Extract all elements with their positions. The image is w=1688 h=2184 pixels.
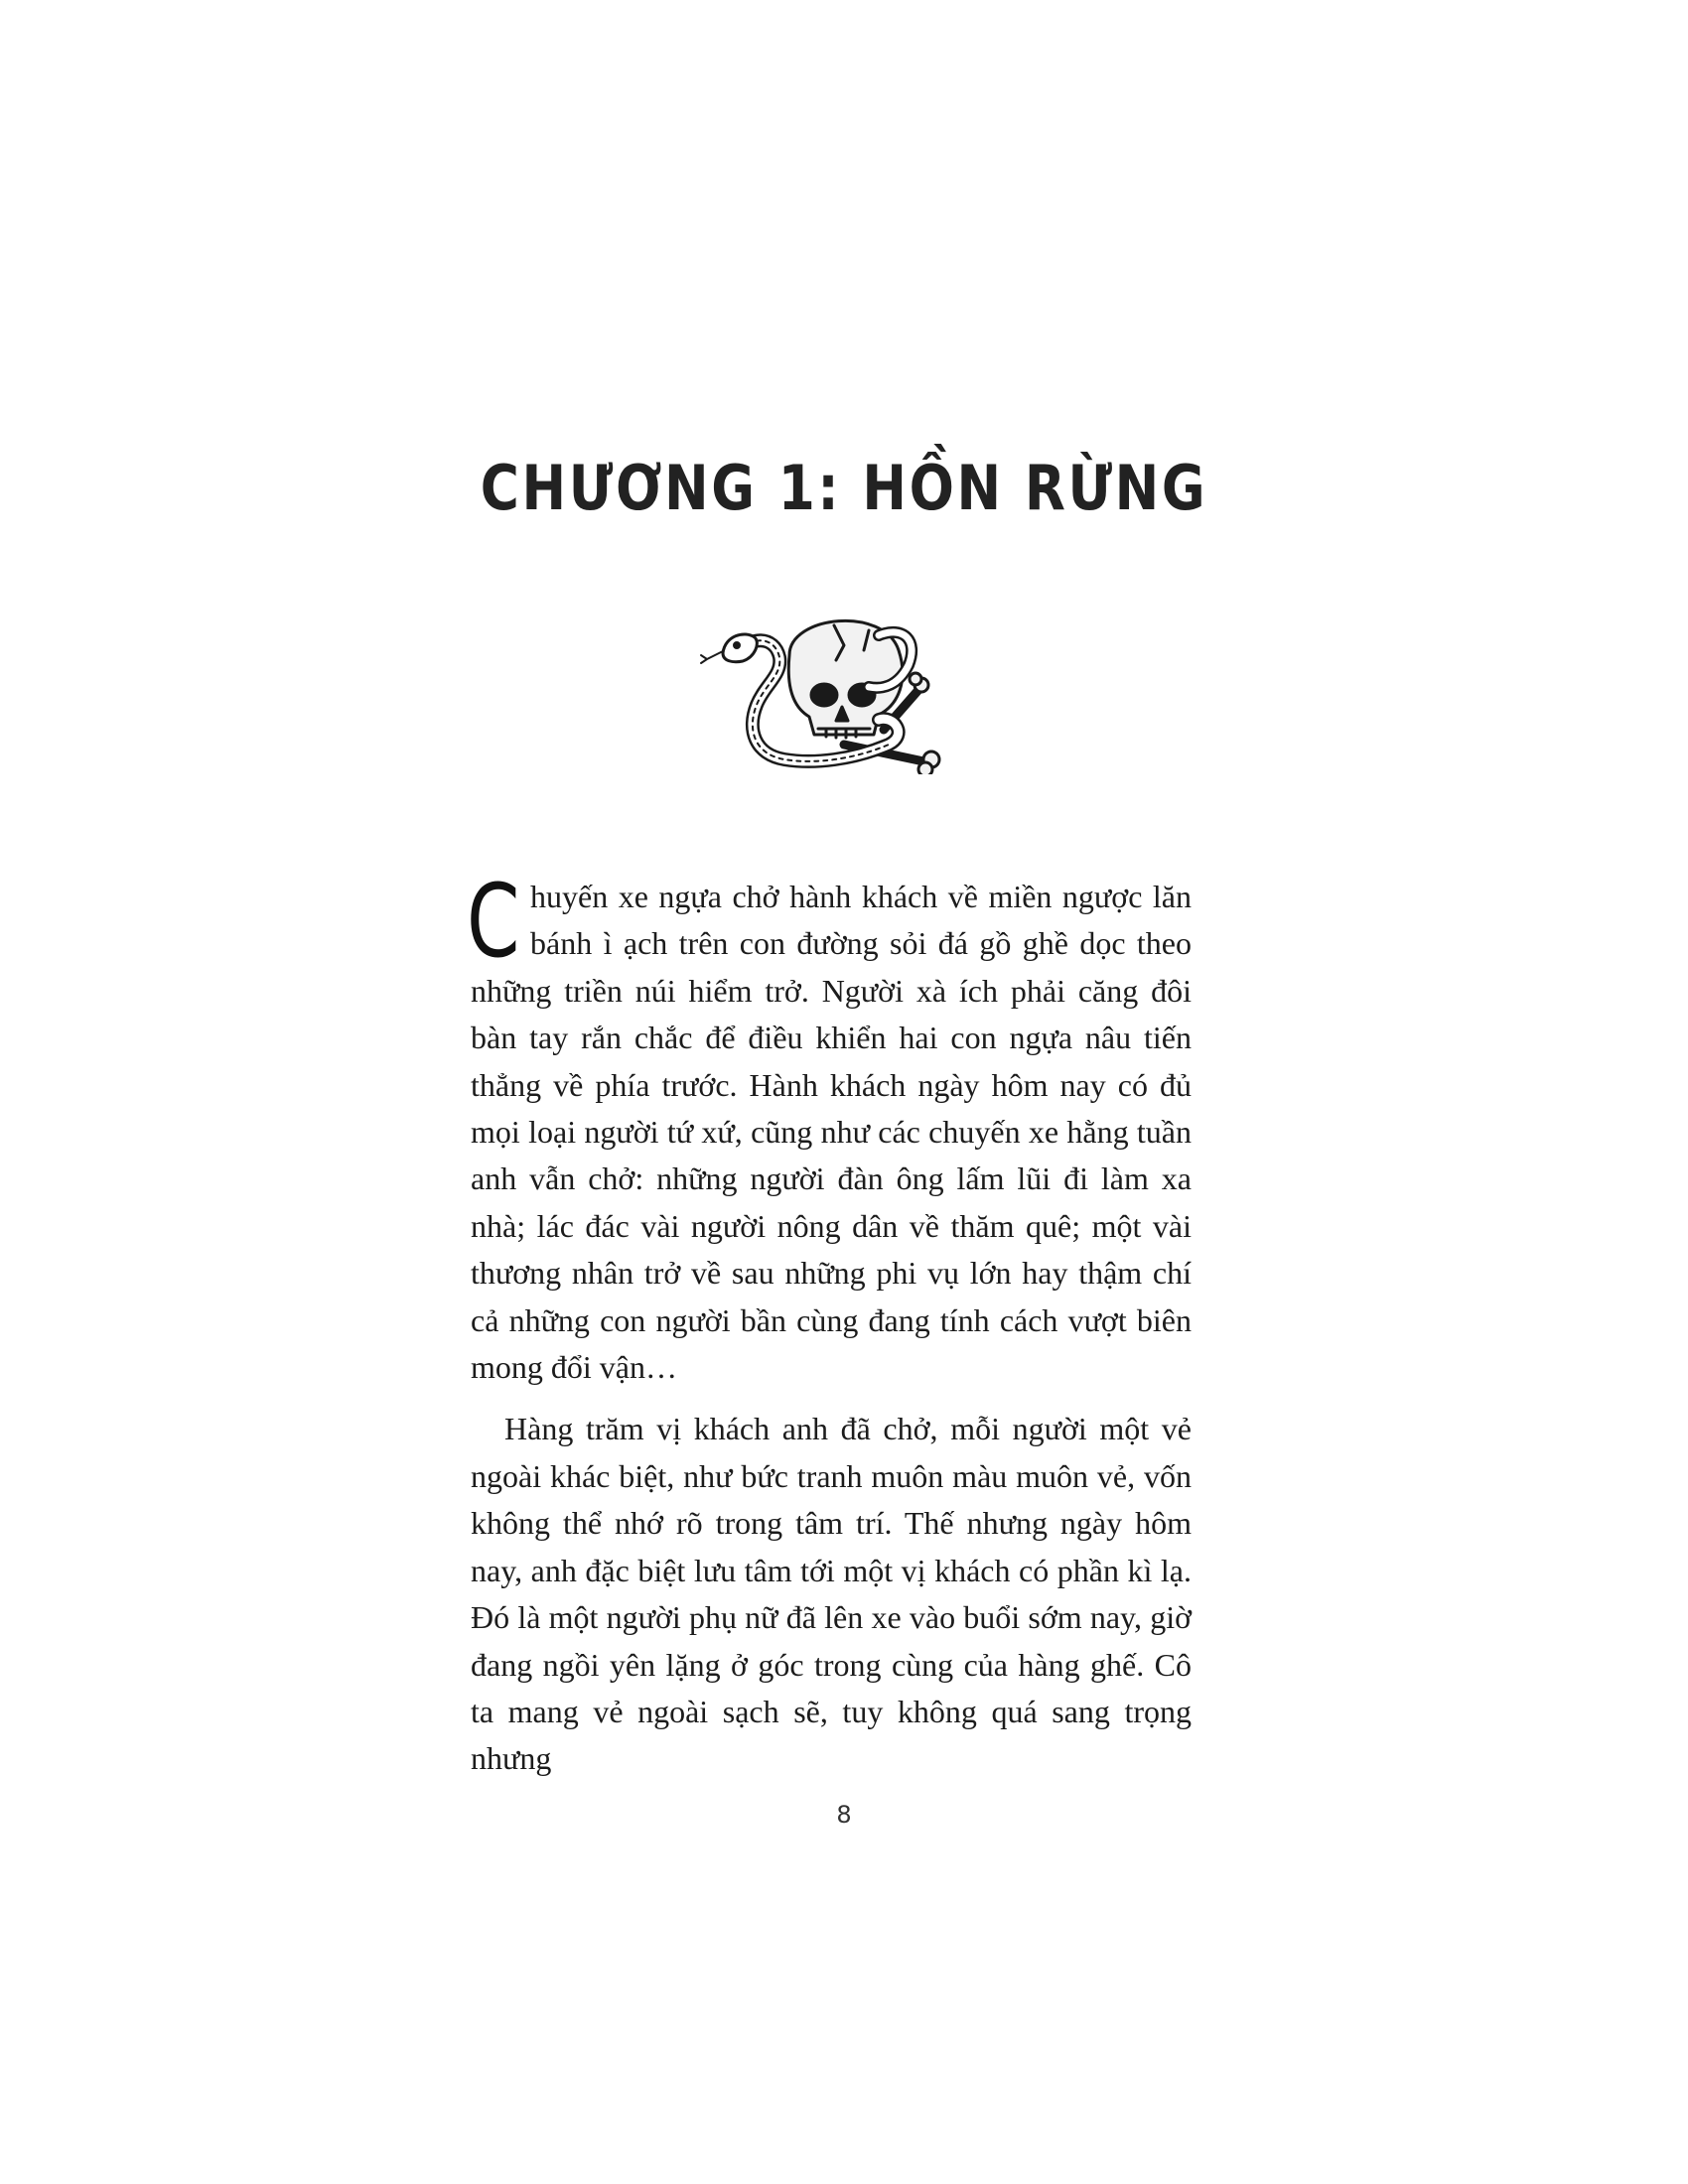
paragraph-2: Hàng trăm vị khách anh đã chở, mỗi người một vẻ ngoài khác biệt, như bức tranh muôn màu muôn vẻ, vốn không thể nhớ rõ trong tâm trí. Thế nhưng ngày hôm nay, anh đặc biệt lưu tâm tới một vị khách có phần kì lạ. Đó là một người phụ nữ đã lên xe vào buổi sớm nay, giờ đang ngồi yên lặng ở góc trong cùng của hàng ghế. Cô ta mang vẻ ngoài sạch sẽ, tuy không quá sang trọng nhưng (471, 1411, 1192, 1777)
chapter-body (467, 863, 1192, 1783)
paragraph-1 (467, 863, 1192, 1391)
drop-cap: C (467, 863, 520, 981)
chapter-title: CHƯƠNG 1: HỒN RỪNG (480, 452, 1208, 524)
page-number: 8 (836, 1801, 852, 1829)
snake-skull-icon (695, 596, 953, 774)
paragraph-1-text: huyến xe ngựa chở hành khách về miền ngược lăn bánh ì ạch trên con đường sỏi đá gồ ghề dọc theo những triền núi hiểm trở. Người xà ích phải căng đôi bàn tay rắn chắc để điều khiển hai con ngựa nâu tiến thẳng về phía trước. Hành khách ngày hôm nay có đủ mọi loại người tứ xứ, cũng như các chuyến xe hằng tuần anh vẫn chở: những người đàn ông lấm lũi đi làm xa nhà; lác đác vài người nông dân về thăm quê; một vài thương nhân trở về sau những phi vụ lớn hay thậm chí cả những con người bần cùng đang tính cách vượt biên mong đổi vận… (471, 879, 1192, 1386)
